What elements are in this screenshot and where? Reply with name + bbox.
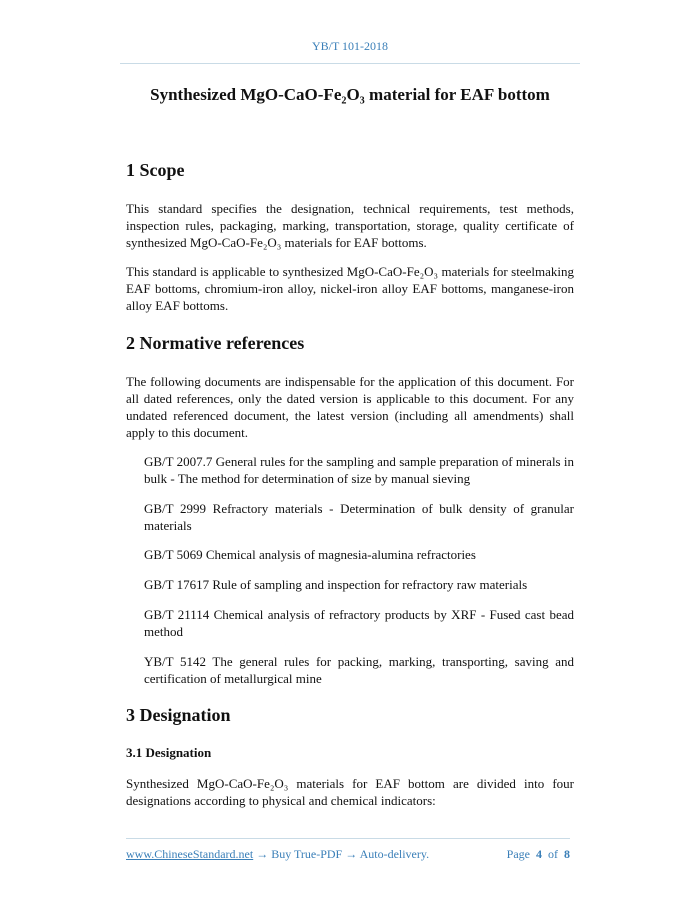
header-divider — [120, 63, 580, 64]
current-page: 4 — [536, 847, 542, 861]
footer-link[interactable]: www.ChineseStandard.net — [126, 847, 254, 861]
reference-item: YB/T 5142 The general rules for packing, marking, transporting, saving and certification of metallurgical mine — [144, 654, 574, 686]
reference-item: GB/T 21114 Chemical analysis of refractory products by XRF - Fused cast bead method — [144, 607, 574, 639]
reference-item: GB/T 2999 Refractory materials - Determination of bulk density of granular materials — [144, 501, 574, 533]
footer — [126, 847, 570, 862]
total-pages: 8 — [564, 847, 570, 861]
footer-divider — [126, 838, 570, 839]
footer-promo-text: → Buy True-PDF → Auto-delivery. — [253, 847, 430, 861]
subsection-heading: 3.1 Designation — [126, 745, 212, 760]
section-heading-designation: 3 Designation — [126, 705, 231, 725]
header-standard-code: YB/T 101-2018 — [311, 39, 389, 53]
paragraph: Synthesized MgO-CaO-Fe₂O₃ materials for EAF bottom are divided into four designations according to physical and chemical indicators: — [126, 776, 574, 808]
reference-item: GB/T 2007.7 General rules for the sampling and sample preparation of minerals in bulk - The method for determination of size by manual sieving — [144, 454, 574, 486]
reference-item: GB/T 5069 Chemical analysis of magnesia-alumina refractories — [144, 547, 476, 562]
section-heading-scope: 1 Scope — [126, 160, 185, 180]
document-title: Synthesized MgO-CaO-Fe₂O₃ material for EAF bottom — [150, 85, 550, 104]
section-heading-normative-references: 2 Normative references — [126, 333, 305, 353]
paragraph: This standard is applicable to synthesized MgO-CaO-Fe₂O₃ materials for steelmaking EAF bottoms, chromium-iron alloy, nickel-iron alloy EAF bottoms, manganese-iron alloy EAF bottoms. — [126, 264, 574, 313]
paragraph: The following documents are indispensable for the application of this document. For all dated references, only the dated version is applicable to this document. For any undated referenced document, the latest version (including all amendments) shall apply to this document. — [126, 374, 574, 440]
page-indicator: Page 4 of 8 — [506, 847, 570, 861]
reference-item: GB/T 17617 Rule of sampling and inspection for refractory raw materials — [144, 577, 528, 592]
footer-promo — [126, 847, 429, 862]
paragraph: This standard specifies the designation, technical requirements, test methods, inspection rules, packaging, marking, transportation, storage, quality certificate of synthesized MgO-CaO-Fe₂O₃ materials for EAF bottoms. — [126, 201, 574, 250]
